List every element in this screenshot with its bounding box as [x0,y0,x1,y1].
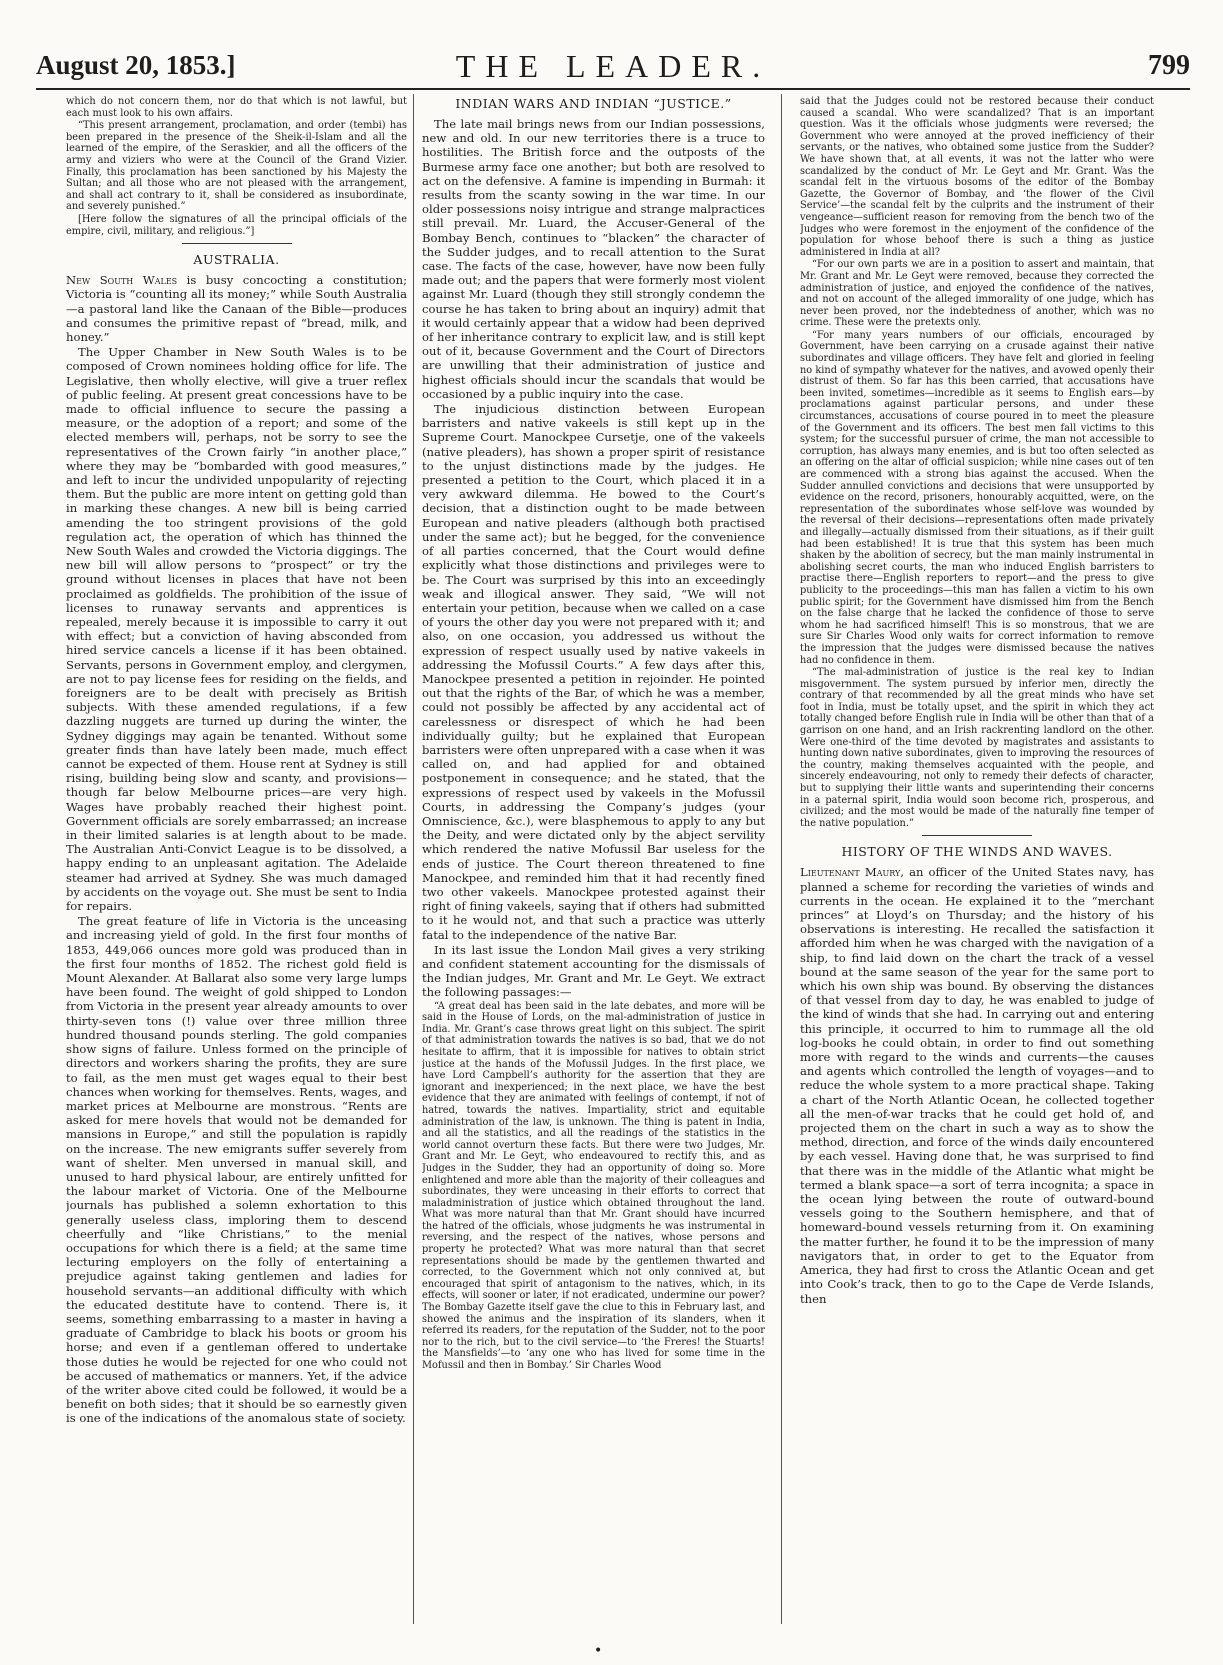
article-paragraph: The late mail brings news from our Indian possessions, new and old. In our new territories there is a truce to hostilities. The British force and the outposts of the Burmese army face one another; but both are resolved to act on the defensive. A famine is impending in Burmah: it results from the scanty sowing in the war time. In our older possessions noisy intrigue and strange malpractices still prevail. Mr. Luard, the Accuser-General of the Bombay Bench, continues to “blacken” the character of the Sudder judges, and to recall attention to the Surat case. The facts of the case, however, have now been fully made out; and the papers that were formerly most violent against Mr. Luard (though they still strongly condemn the course he has taken to bring about an inquiry) admit that it would certainly appear that a widow had been deprived of her inheritance contrary to explicit law, and is still kept out of it, because Government and the Court of Directors are unwilling that their administration of justice and highest officials should incur the scandals that would be occasioned by a public inquiry into the case. [422,117,765,401]
header-rule [36,88,1190,90]
continued-text: “This present arrangement, proclamation, and order (tembi) has been prepared in the presence of the Sheik-il-Islam and all the learned of the empire, of the Seraskier, and all the officers of the army and viziers who were at the Council of the Grand Vizier. Finally, this proclamation has been sanctioned by his Majesty the Sultan; and all those who are not pleased with the arrangement, and shall act contrary to it, shall be considered as insubordinate, and severely punished.” [66,120,407,213]
issue-date: August 20, 1853.] [36,50,236,80]
quoted-extract: “The mal-administration of justice is the real key to Indian misgovernment. The system pursued by inferior men, directly the contrary of that recommended by all the great minds who have set foot in India, must be totally upset, and the spirit in which they act totally changed before English rule in India will be other than that of a garrison on one hand, and an Irish rackrenting landlord on the other. Were one-third of the time devoted by magistrates and assistants to hunting down native subordinates, given to improving the resources of the country, making themselves acquainted with the people, and sincerely endeavouring, not only to remedy their defects of character, but to supplying their little wants and superintending their concerns in a paternal spirit, India would soon become rich, prosperous, and civilized; and the most would be made of the naturally fine temper of the native population.” [800,667,1154,829]
column-divider [413,94,414,1624]
section-separator [922,835,1032,836]
column-right [800,96,1154,1624]
article-paragraph [800,865,1154,1305]
article-paragraph: In its last issue the London Mail gives a very striking and confident statement accounting for the dismissals of the Indian judges, Mr. Grant and Mr. Le Geyt. We extract the following passages:— [422,942,765,1000]
continued-text: [Here follow the signatures of all the principal officials of the empire, civil, military, and religious.”] [66,213,407,237]
article-paragraph [66,273,407,344]
page-number: 799 [1148,50,1190,81]
quoted-extract: “A great deal has been said in the late debates, and more will be said in the House of Lords, on the mal-administration of justice in India. Mr. Grant’s case throws great light on this subject. The spirit of that administration towards the natives is so bad, that we do not hesitate to affirm, that it is impossible for natives to obtain strict justice at the hands of the Mofussil Judges. In the first place, we have Lord Campbell’s authority for the assertion that they are ignorant and inexperienced; in the next place, we have the best evidence that they are animated with feelings of contempt, if not of hatred, towards the natives. Impartiality, strict and equitable administration of the law, is unknown. The thing is patent in India, and all the statistics, and all the readings of the statistics in the world cannot overturn these facts. But there were two Judges, Mr. Grant and Mr. Le Geyt, who endeavoured to rectify this, and as Judges in the Sudder, they had an opportunity of doing so. More enlightened and more able than the majority of their colleagues and subordinates, they were unceasing in their efforts to correct that maladministration of justice which obtained throughout the land. What was more natural than that Mr. Grant should have incurred the hatred of the officials, whose judgments he was instrumental in reversing, and the respect of the natives, whose persons and property he protected? What was more natural than that secret representations should be made by the gentlemen thwarted and corrected, to the Government which not only connived at, but encouraged that spirit of antagonism to the natives, which, in its effects, will sooner or later, if not eradicated, undermine our power? The Bombay Gazette itself gave the clue to this in February last, and showed the animus and the inspiration of its slanders, when it referred its readers, for the reputation of the Sudder, not to the poor nor to the rich, but to the civil service—to ‘the Freres! the Stuarts! the Mansfields’—to ‘any one who has lived for some time in the Mofussil and then in Bombay.’ Sir Charles Wood [422,1000,765,1371]
paragraph-text: an officer of the United States navy, has planned a scheme for recording the varieties of winds and currents in the ocean. He explained it to the “merchant princes” at Lloyd’s on Thursday; and the history of his observations is interesting. He recalled the satisfaction it afforded him when he was charged with the navigation of a ship, to find laid down on the chart the track of a vessel bound at the same season of the year for the same port to which his own ship was bound. By observing the distances of that vessel from day to day, he was enabled to judge of the kind of winds that she had. In carrying out and entering this principle, it occurred to him to rummage all the old log-books he could obtain, in order to find out something more with regard to the winds and currents—the causes and agents which controlled the length of voyages—and to reduce the whole system to a more practical shape. Taking a chart of the North Atlantic Ocean, he collected together all the men-of-war tracks that he could get hold of, and projected them on the chart in such a way as to show the method, direction, and force of the winds daily encountered by each vessel. Having done that, he was surprised to find that there was in the middle of the Atlantic what might be termed a blank space—a sort of terra incognita; a space in the ocean lying between the route of outward-bound vessels going to the Southern hemisphere, and that of homeward-bound vessels returning from it. On examining the matter further, he found it to be the impression of many navigators that, in order to get to the Equator from America, they had first to cross the Atlantic Ocean and get into Cook’s track, then to go to the Cape de Verde Islands, then [800,865,1154,1306]
masthead-title: THE LEADER. [455,48,771,84]
continued-text: which do not concern them, nor do that which is not lawful, but each must look to his own affairs. [66,96,407,119]
quoted-extract: “For our own parts we are in a position to assert and maintain, that Mr. Grant and Mr. Le Geyt were removed, because they corrected the administration of justice, and enjoyed the confidence of the natives, and not on account of the alleged immorality of one judge, which has never been proved, nor the indebtedness of another, which was no crime. These were the pretexts only. [800,259,1154,329]
article-paragraph: The injudicious distinction between European barristers and native vakeels is still kept up in the Supreme Court. Manockpee Cursetje, one of the vakeels (native pleaders), has shown a proper spirit of resistance to the unjust distinctions made by the judges. He presented a petition to the Court, which placed it in a very awkward dilemma. He bowed to the Court’s decision, that a distinction ought to be made between European and native pleaders (although both practised under the same act); but he begged, for the convenience of all parties concerned, that the Court would define explicitly what those distinctions and privileges were to be. The Court was surprised by this into an exceedingly weak and illogical answer. They said, “We will not entertain your petition, because when we called on a case of yours the other day you were not prepared with it; and also, on one occasion, you addressed us without the expression of respect usually used by native vakeels in addressing the Mofussil Courts.” A few days after this, Manockpee presented a petition in rejoinder. He pointed out that the rights of the Bar, of which he was a member, could not possibly be affected by any accidental act of carelessness or disrespect of which he had been individually guilty; but he explained that European barristers were often unprepared with a case when it was called on, and had applied for and obtained postponement in consequence; and he stated, that the expressions of respect used by vakeels in the Mofussil Courts, in addressing the Company’s judges (your Omniscience, &c.), were blasphemous to apply to any but the Deity, and were dictated only by the abject servility which rendered the native Mofussil Bar useless for the ends of justice. The Court thereon threatened to fine Manockpee, and reminded him that it had recently fined two other vakeels. Manockpee protested against their right of fining vakeels, saying that if others had submitted to it he would not, and that such a practice was utterly fatal to the independence of the native Bar. [422,402,765,942]
lead-in: New South Wales [66,273,178,288]
paragraph-text: is busy concocting a constitution; Victoria is “counting all its money;” while South Australia—a pastoral land like the Canaan of the Bible—produces and consumes the primitive repast of “bread, milk, and honey.” [66,273,407,344]
section-title-winds-waves: HISTORY OF THE WINDS AND WAVES. [841,844,1113,860]
lead-in: Lieutenant Maury, [800,865,904,880]
article-paragraph: The Upper Chamber in New South Wales is to be composed of Crown nominees holding office for life. The Legislative, then wholly elective, will give a truer reflex of public feeling. At present great concessions have to be made to official influence to secure the passing a measure, or the adoption of a report; and some of the elected members will, perhaps, not be sorry to see the representatives of the Crown fairly “in another place,” where they may be “bombarded with good measures,” and left to incur the undivided unpopularity of rejecting them. But the public are more intent on getting gold than in marking these changes. A new bill is being carried amending the too stringent provisions of the gold regulation act, the operation of which has thinned the New South Wales and crowded the Victoria diggings. The new bill will allow persons to “prospect” or try the ground without licenses in places that have not been proclaimed as goldfields. The prohibition of the issue of licenses to runaway servants and apprentices is repealed, merely because it is impossible to carry it out with effect; but a conviction of having absconded from hired service cancels a license if it has been obtained. Servants, persons in Government employ, and clergymen, are not to pay license fees for residing on the fields, and foreigners are to be dealt with precisely as British subjects. With these amended regulations, if a few dazzling nuggets are turned up during the winter, the Sydney diggings may again be tenanted. Without some greater finds than have lately been made, much effect cannot be expected of them. House rent at Sydney is still rising, building being slow and scanty, and provisions—though far below Melbourne prices—are very high. Wages have probably reached their highest point. Government officials are sorely embarrassed; an increase in their limited salaries is at length about to be made. The Australian Anti-Convict League is to be dissolved, a happy ending to an unpleasant agitation. The Adelaide steamer had arrived at Sydney. She was much damaged by accidents on the voyage out. She must be sent to India for repairs. [66,345,407,914]
quoted-extract: “For many years numbers of our officials, encouraged by Government, have been carrying on a crusade against their native subordinates and village officers. They have felt and gloried in feeling no kind of sympathy whatever for the natives, and avowed openly their distrust of them. So far has this been carried, that accusations have been invited, sometimes—incredible as it seems to English ears—by proclamations against particular persons, and under these circumstances, accusations of course poured in to meet the pleasure of the Government and its officers. The best men fall victims to this system; for the successful pursuer of crime, the man not accessible to corruption, has always many enemies, and is but too often selected as an offering on the altar of official suspicion; while nine cases out of ten are commenced with a strong bias against the accused. When the Sudder annulled convictions and decisions that were unsupported by evidence on the record, prisoners, honourably acquitted, were, on the representation of the subordinates whose self-love was wounded by the reversal of their decisions—representations often made privately and illegally—actually dismissed from their situations, as if their guilt had been established! It is true that this system has been much shaken by the abolition of secrecy, but the man mainly instrumental in abolishing secret courts, the man who induced English barristers to practise there—English reporters to report—and the press to give publicity to the proceedings—this man has fallen a victim to his own public spirit; for the Government have dismissed him from the Bench on the false charge that he lacked the confidence of those to serve whom he had sacrificed himself! This is so monstrous, that we are sure Sir Charles Wood only waits for correct information to remove the impression that the judges were dismissed because the natives had no confidence in them. [800,329,1154,666]
page-header [36,44,1190,84]
column-divider [781,94,782,1624]
column-middle [422,96,765,1624]
section-title-australia: AUSTRALIA. [193,252,280,268]
section-separator [182,243,292,244]
column-left [66,96,407,1624]
quoted-extract: said that the Judges could not be restored because their conduct caused a scandal. Who were scandalized? That is an important question. Was it the officials whose judgments were reversed; the Government who were annoyed at the proved inefficiency of their servants, or the natives, who obtained some justice from the Sudder? We have shown that, at all events, it was not the latter who were scandalized by the conduct of Mr. Le Geyt and Mr. Grant. Was the scandal felt in the virtuous bosoms of the editor of the Bombay Gazette, the Governor of Bombay, and ‘the flower of the Civil Service’—the scandal felt by the culprits and the instrument of their vengeance—sufficient reason for removing from the bench two of the Judges who were foremost in the enjoyment of the confidence of the population for whose behoof there is such a thing as justice administered in India at all? [800,96,1154,258]
section-title-indian-wars: INDIAN WARS AND INDIAN “JUSTICE.” [455,96,732,111]
article-paragraph: The great feature of life in Victoria is the unceasing and increasing yield of gold. In the first four months of 1853, 449,066 ounces more gold was produced than in the first four months of 1852. The richest gold field is Mount Alexander. At Ballarat also some very large lumps have been found. The weight of gold shipped to London from Victoria in the present year already amounts to over thirty-seven tons (!) value over three million three hundred thousand pounds sterling. The gold companies show signs of failure. Unless formed on the principle of directors and workers sharing the profits, they are sure to fail, as the men must get wages equal to their best chances when working for themselves. Rents, wages, and market prices at Melbourne are monstrous. “Rents are asked for mere hovels that would not be demanded for mansions in Europe,” and still the population is rapidly on the increase. The new emigrants suffer severely from want of shelter. Men unversed in manual skill, and unused to hard physical labour, are entirely unfitted for the labour market of Victoria. One of the Melbourne journals has published a solemn exhortation to this generally useless class, imploring them to descend cheerfully and “like Christians,” to the menial occupations for which there is a field; at the same time lecturing employers on the folly of entertaining a prejudice against taking gentlemen and ladies for household servants—an additional difficulty with which the educated destitute have to contend. There is, it seems, something embarrassing to a master in having a graduate of Cambridge to black his boots or groom his horse; and even if a gentleman offered to undertake those duties he would be rejected for one who could not be accused of mathematics or manners. Yet, if the advice of the writer above cited could be followed, it would be a benefit on both sides; that it should be so earnestly given is one of the indications of the anomalous state of society. [66,914,407,1426]
footer-mark: • [594,1643,603,1659]
